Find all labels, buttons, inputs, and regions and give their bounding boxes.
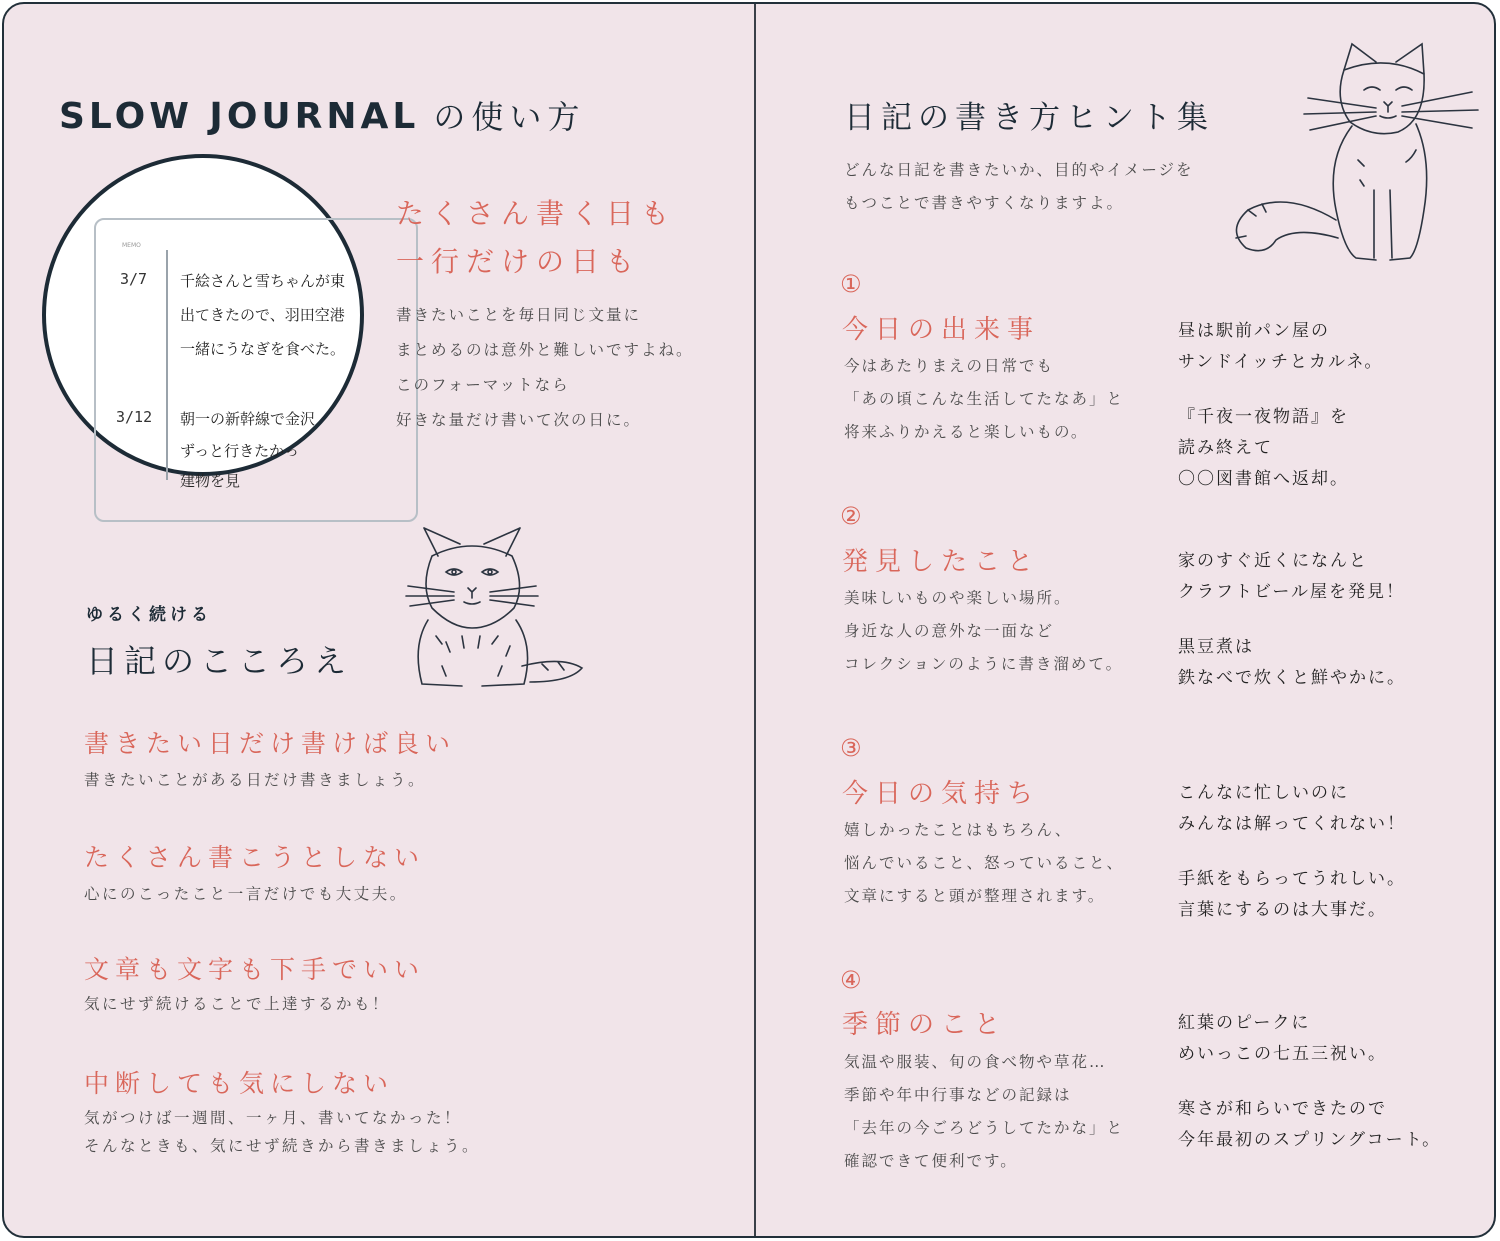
brand-name: SLOW JOURNAL [59, 96, 420, 137]
hint-body-line: 文章にすると頭が整理されます。 [844, 887, 1106, 905]
hint-body [844, 582, 1123, 681]
feature-body-line: 好きな量だけ書いて次の日に。 [396, 411, 642, 429]
example-line: 黒豆煮は [1178, 637, 1254, 657]
sample-line: 出てきたので、羽田空港 [180, 306, 345, 324]
example-line: 今年最初のスプリングコート。 [1178, 1130, 1442, 1150]
intro-line: もつことで書きやすくなりますよ。 [844, 194, 1125, 212]
kokoroe-title: 日記のこころえ [86, 642, 353, 680]
sample-date: 3/12 [116, 408, 153, 426]
hint-body [844, 350, 1124, 449]
hint-body-line: 将来ふりかえると楽しいもの。 [844, 423, 1089, 441]
rule-body-line: 心にのこったこと一言だけでも大丈夫。 [84, 885, 408, 903]
sample-line: 一緒にうなぎを食べた。 [180, 340, 346, 358]
example-line: みんなは解ってくれない！ [1178, 814, 1406, 834]
rule-body [84, 880, 408, 908]
example-line: クラフトビール屋を発見！ [1178, 582, 1405, 602]
hint-body-line: 悩んでいること、怒っていること、 [844, 854, 1125, 872]
rule-body [84, 766, 426, 794]
example-line: 読み終えて [1178, 438, 1273, 458]
sample-date-rule [166, 250, 168, 480]
hint-example [1178, 1008, 1441, 1156]
journal-spread [2, 2, 1496, 1238]
hint-title: 季節のこと [842, 1010, 1008, 1040]
hint-number: ④ [840, 966, 862, 994]
feature-body-line: 書きたいことを毎日同じ文量に [396, 306, 642, 324]
fluffy-cat-icon [402, 516, 592, 696]
page-title [59, 92, 585, 138]
rule-heading: 中断しても気にしない [84, 1069, 395, 1098]
rule-heading: たくさん書こうとしない [84, 843, 426, 872]
sample-date: 3/7 [120, 270, 148, 288]
rule-body-line: 気にせず続けることで上達するかも！ [84, 995, 391, 1013]
sample-line: 朝一の新幹線で金沢 [180, 410, 316, 428]
hint-number: ② [840, 502, 862, 530]
sample-line: ずっと行きたかっ [180, 442, 300, 460]
hint-body-line: 確認できて便利です。 [844, 1152, 1018, 1170]
hint-body-line: 身近な人の意外な一面など [844, 622, 1055, 640]
hint-body-line: 気温や服装、旬の食べ物や草花… [844, 1053, 1107, 1071]
example-line: 〇〇図書館へ返却。 [1178, 469, 1349, 489]
zoom-sample-circle [42, 154, 364, 490]
rule-body-line: 書きたいことがある日だけ書きましょう。 [84, 771, 427, 789]
sample-page-edge [94, 218, 418, 522]
rule-body [84, 990, 390, 1018]
feature-body-line: このフォーマットなら [396, 376, 570, 394]
intro-line: どんな日記を書きたいか、目的やイメージを [844, 161, 1194, 179]
example-line: 家のすぐ近くになんと [1178, 551, 1368, 571]
hint-body-line: 「あの頃こんな生活してたなあ」と [844, 390, 1125, 408]
hint-title: 今日の出来事 [842, 315, 1041, 345]
hint-body-line: コレクションのように書き溜めて。 [844, 655, 1124, 673]
hint-example [1178, 778, 1406, 926]
rule-heading: 書きたい日だけ書けば良い [84, 729, 457, 758]
example-line: こんなに忙しいのに [1178, 783, 1349, 803]
sample-line: 建物を見 [180, 472, 241, 490]
cat-sitting-icon [1226, 40, 1482, 266]
hint-example [1178, 316, 1383, 495]
hint-body-line: 「去年の今ごろどうしてたかな」と [844, 1119, 1125, 1137]
feature-heading [396, 190, 676, 286]
hint-body-line: 季節や年中行事などの記録は [844, 1086, 1072, 1104]
sample-line: 千絵さんと雪ちゃんが東 [180, 272, 346, 290]
rule-heading: 文章も文字も下手でいい [84, 955, 426, 984]
hint-body-line: 嬉しかったことはもちろん、 [844, 821, 1073, 839]
example-line: 寒さが和らいできたので [1178, 1099, 1387, 1119]
hint-example [1178, 546, 1406, 694]
feature-body-line: まとめるのは意外と難しいですよね。 [396, 341, 694, 359]
rule-body-line: そんなときも、気にせず続きから書きましょう。 [84, 1137, 481, 1155]
example-line: 昼は駅前パン屋の [1178, 321, 1330, 341]
rule-body [84, 1104, 480, 1160]
sample-header: MEMO [122, 242, 141, 249]
example-line: 紅葉のピークに [1178, 1013, 1311, 1033]
example-line: 言葉にするのは大事だ。 [1178, 900, 1387, 920]
hint-body-line: 美味しいものや楽しい場所。 [844, 589, 1072, 607]
example-line: サンドイッチとカルネ。 [1178, 352, 1384, 372]
rule-body-line: 気がつけば一週間、一ヶ月、書いてなかった！ [84, 1109, 463, 1127]
hint-number: ① [840, 270, 862, 298]
hints-intro [844, 154, 1194, 220]
feature-body [396, 298, 694, 438]
book-gutter [754, 4, 756, 1236]
feature-heading-line: たくさん書く日も [396, 197, 677, 230]
title-suffix: の使い方 [433, 98, 586, 136]
hint-title: 発見したこと [842, 547, 1041, 577]
hint-body [844, 814, 1124, 913]
hint-body-line: 今はあたりまえの日常でも [844, 357, 1055, 375]
kokoroe-subtitle: ゆるく続ける [86, 605, 212, 625]
hint-body [844, 1046, 1124, 1178]
hints-title: 日記の書き方ヒント集 [844, 100, 1214, 136]
feature-heading-line: 一行だけの日も [396, 245, 642, 278]
example-line: 『千夜一夜物語』を [1178, 407, 1349, 427]
example-line: 手紙をもらってうれしい。 [1178, 869, 1406, 889]
example-line: めいっこの七五三祝い。 [1178, 1044, 1387, 1064]
hint-number: ③ [840, 734, 862, 762]
example-line: 鉄なべで炊くと鮮やかに。 [1178, 668, 1406, 688]
hint-title: 今日の気持ち [842, 779, 1041, 809]
